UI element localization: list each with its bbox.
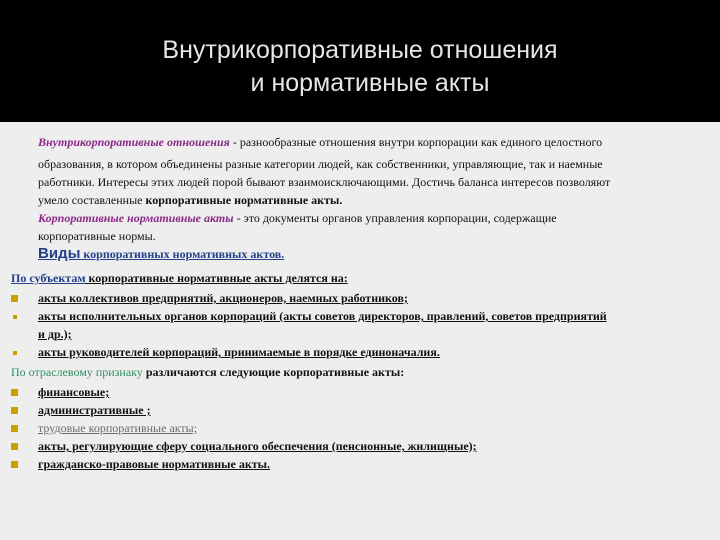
definition-1-bold: корпоративные нормативные акты.: [145, 193, 343, 207]
bullet-square-icon: [11, 425, 18, 432]
definition-2-line-1: - это документы органов управления корпорации, содержащие: [233, 211, 557, 225]
slide-header: [0, 0, 720, 122]
sector-item-4: акты, регулирующие сферу социального обеспечения (пенсионные, жилищные);: [38, 439, 477, 453]
by-subjects-rest: корпоративные нормативные акты делятся на:: [85, 271, 348, 285]
subjects-item-1: акты коллективов предприятий, акционеров, наемных работников;: [38, 291, 408, 305]
intro-line-1: [38, 134, 602, 150]
intro-line-4: [38, 192, 342, 208]
types-heading: [38, 246, 284, 262]
term-corporate-acts: Корпоративные нормативные акты: [38, 211, 234, 225]
bullet-square-icon: [11, 461, 18, 468]
bullet-square-icon: [11, 295, 18, 302]
intro-line-5: [38, 210, 557, 226]
slide-body: [0, 122, 720, 540]
by-sector-heading: [11, 364, 404, 380]
types-word: Виды: [38, 245, 81, 262]
intro-line-2: образования, в котором объединены разные категории людей, как собственники, управляющие, так и наемные: [38, 157, 603, 171]
sector-item-5: гражданско-правовые нормативные акты.: [38, 457, 271, 471]
bullet-square-icon: [11, 389, 18, 396]
by-sector-rest: различаются следующие корпоративные акты:: [142, 365, 405, 379]
bullet-square-icon: [11, 443, 18, 450]
by-subjects-lead: По субъектам: [11, 271, 86, 285]
intro-line-3: работники. Интересы этих людей порой бывают взаимоисключающими. Достичь баланса интересов позволяют: [38, 175, 611, 189]
by-subjects-heading: [11, 270, 348, 286]
subjects-item-3: акты руководителей корпораций, принимаемые в порядке единоначалия.: [38, 345, 440, 359]
intro-line-6: корпоративные нормы.: [38, 229, 156, 243]
definition-1-line-1: - разнообразные отношения внутри корпорации как единого целостного: [229, 135, 603, 149]
bullet-dot-icon: [13, 351, 17, 355]
subjects-item-2-cont: и др.);: [38, 327, 72, 341]
bullet-dot-icon: [13, 315, 17, 319]
subjects-item-2: акты исполнительных органов корпораций (акты советов директоров, правлений, советов предприятий: [38, 309, 607, 323]
by-sector-lead: По отраслевому признаку: [11, 365, 143, 379]
bullet-square-icon: [11, 407, 18, 414]
sector-item-1: финансовые;: [38, 385, 110, 399]
title-line-1: Внутрикорпоративные отношения: [162, 36, 558, 64]
types-rest: корпоративных нормативных актов.: [80, 247, 285, 261]
slide-title: [0, 34, 720, 100]
sector-item-2: административные ;: [38, 403, 151, 417]
definition-1-line-4: умело составленные: [38, 193, 146, 207]
sector-item-3: трудовые корпоративные акты;: [38, 421, 198, 435]
term-intra-corporate: Внутрикорпоративные отношения: [38, 135, 230, 149]
title-line-2: и нормативные акты: [250, 69, 490, 97]
